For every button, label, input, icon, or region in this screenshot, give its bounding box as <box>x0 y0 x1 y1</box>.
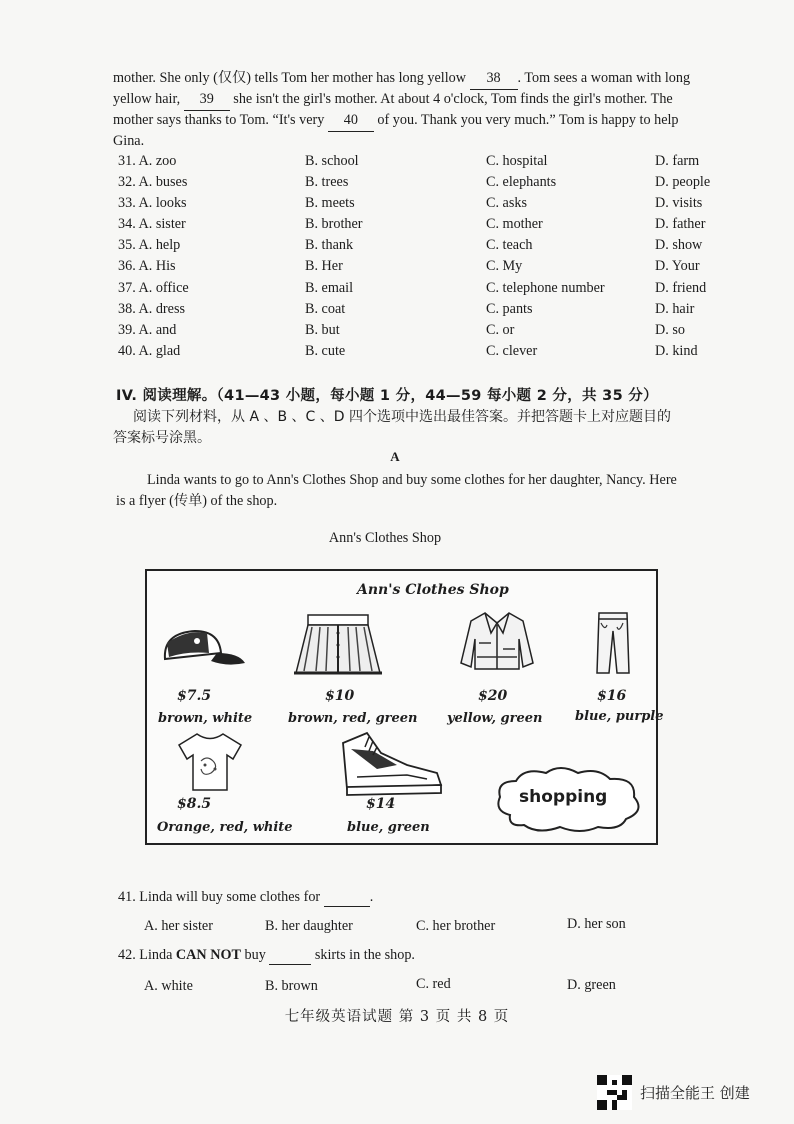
instruction-line-2: 答案标号涂黑。 <box>113 430 211 446</box>
option-row-31 <box>118 153 738 174</box>
question-42: 42. Linda CAN NOT buy skirts in the shop. <box>118 947 415 963</box>
option-33-a: 33. A. looks <box>118 195 187 211</box>
option-35-a: 35. A. help <box>118 237 181 253</box>
passage-line-3: mother says thanks to Tom. “It's very 40 of you. Thank you very much.” Tom is happy to help <box>113 110 725 132</box>
question-41: 41. Linda will buy some clothes for . <box>118 889 374 905</box>
skirt-icon <box>290 613 385 677</box>
colors-tshirt: Orange, red, white <box>157 820 293 835</box>
option-31-b: B. school <box>305 153 359 169</box>
page-footer: 七年级英语试题 第 3 页 共 8 页 <box>284 1009 510 1025</box>
option-38-b: B. coat <box>305 301 346 317</box>
option-40-d: D. kind <box>655 343 698 359</box>
option-39-d: D. so <box>655 322 685 338</box>
qr-code-icon <box>597 1075 632 1110</box>
q42-option-c: C. red <box>416 976 451 992</box>
option-33-d: D. visits <box>655 195 703 211</box>
option-32-c: C. elephants <box>486 174 557 190</box>
option-row-37 <box>118 280 738 301</box>
blank-41 <box>324 889 370 907</box>
flyer-caption: Ann's Clothes Shop <box>328 530 442 546</box>
blank-38: 38 <box>470 68 518 90</box>
option-31-d: D. farm <box>655 153 700 169</box>
option-39-c: C. or <box>486 322 515 338</box>
q41-option-c: C. her brother <box>416 918 496 934</box>
q41-option-b: B. her daughter <box>265 918 353 934</box>
option-37-c: C. telephone number <box>486 280 605 296</box>
option-33-b: B. meets <box>305 195 355 211</box>
instruction-line-1: 阅读下列材料，从 A 、B 、C 、D 四个选项中选出最佳答案。并把答题卡上对应题目的 <box>133 409 671 425</box>
option-row-38 <box>118 301 738 322</box>
blank-39: 39 <box>184 89 230 111</box>
shop-flyer <box>145 569 664 845</box>
colors-pants: blue, purple <box>575 709 664 724</box>
q42-option-d: D. green <box>567 977 616 993</box>
option-39-a: 39. A. and <box>118 322 177 338</box>
option-35-b: B. thank <box>305 237 354 253</box>
colors-cap: brown, white <box>158 711 253 726</box>
price-jacket: $20 <box>478 688 508 704</box>
cloud-text: shopping <box>519 787 608 807</box>
option-31-c: C. hospital <box>486 153 548 169</box>
option-row-40 <box>118 343 738 364</box>
section-title: IV. 阅读理解。（41—43 小题，每小题 1 分，44—59 每小题 2 分，共 35 分） <box>116 388 658 404</box>
option-34-d: D. father <box>655 216 706 232</box>
price-sneaker: $14 <box>366 796 396 812</box>
q41-option-a: A. her sister <box>144 918 213 934</box>
option-33-c: C. asks <box>486 195 527 211</box>
option-37-b: B. email <box>305 280 354 296</box>
sneaker-icon <box>337 729 447 799</box>
option-35-d: D. show <box>655 237 703 253</box>
scanner-watermark: 扫描全能王 创建 <box>640 1084 750 1102</box>
option-row-36 <box>118 258 738 279</box>
option-32-d: D. people <box>655 174 711 190</box>
jacket-icon <box>457 609 537 675</box>
option-31-a: 31. A. zoo <box>118 153 177 169</box>
option-36-c: C. My <box>486 258 523 274</box>
pants-icon <box>593 611 633 677</box>
option-36-a: 36. A. His <box>118 258 176 274</box>
colors-jacket: yellow, green <box>447 711 543 726</box>
passage-line-1: mother. She only (仅仅) tells Tom her mother has long yellow 38 . Tom sees a woman with long <box>113 68 725 90</box>
intro-line-2: is a flyer (传单) of the shop. <box>116 493 278 509</box>
blank-40: 40 <box>328 110 374 132</box>
option-36-b: B. Her <box>305 258 343 274</box>
option-row-33 <box>118 195 738 216</box>
option-34-a: 34. A. sister <box>118 216 186 232</box>
option-40-a: 40. A. glad <box>118 343 181 359</box>
option-40-b: B. cute <box>305 343 346 359</box>
colors-sneaker: blue, green <box>347 820 430 835</box>
price-tshirt: $8.5 <box>177 796 212 812</box>
intro-line-1: Linda wants to go to Ann's Clothes Shop and buy some clothes for her daughter, Nancy. Here <box>147 472 677 488</box>
option-36-d: D. Your <box>655 258 700 274</box>
option-38-a: 38. A. dress <box>118 301 185 317</box>
option-32-b: B. trees <box>305 174 349 190</box>
option-39-b: B. but <box>305 322 340 338</box>
price-cap: $7.5 <box>177 688 212 704</box>
option-35-c: C. teach <box>486 237 533 253</box>
blank-42 <box>269 947 311 965</box>
price-skirt: $10 <box>325 688 355 704</box>
option-38-d: D. hair <box>655 301 695 317</box>
flyer-title: Ann's Clothes Shop <box>357 582 509 598</box>
passage-line-2: yellow hair, 39 she isn't the girl's mother. At about 4 o'clock, Tom finds the girl's mother. The <box>113 89 725 111</box>
option-40-c: C. clever <box>486 343 538 359</box>
price-pants: $16 <box>597 688 627 704</box>
q42-option-a: A. white <box>144 978 193 994</box>
q42-option-b: B. brown <box>265 978 318 994</box>
option-38-c: C. pants <box>486 301 533 317</box>
option-row-34 <box>118 216 738 237</box>
part-label: A <box>390 449 400 464</box>
option-32-a: 32. A. buses <box>118 174 188 190</box>
option-37-a: 37. A. office <box>118 280 189 296</box>
option-row-32 <box>118 174 738 195</box>
colors-skirt: brown, red, green <box>288 711 418 726</box>
option-37-d: D. friend <box>655 280 707 296</box>
option-34-b: B. brother <box>305 216 363 232</box>
option-34-c: C. mother <box>486 216 543 232</box>
option-row-35 <box>118 237 738 258</box>
tshirt-icon <box>175 731 245 793</box>
q41-option-d: D. her son <box>567 916 626 932</box>
option-row-39 <box>118 322 738 343</box>
cap-icon <box>157 623 247 673</box>
passage-line-4: Gina. <box>113 133 145 149</box>
